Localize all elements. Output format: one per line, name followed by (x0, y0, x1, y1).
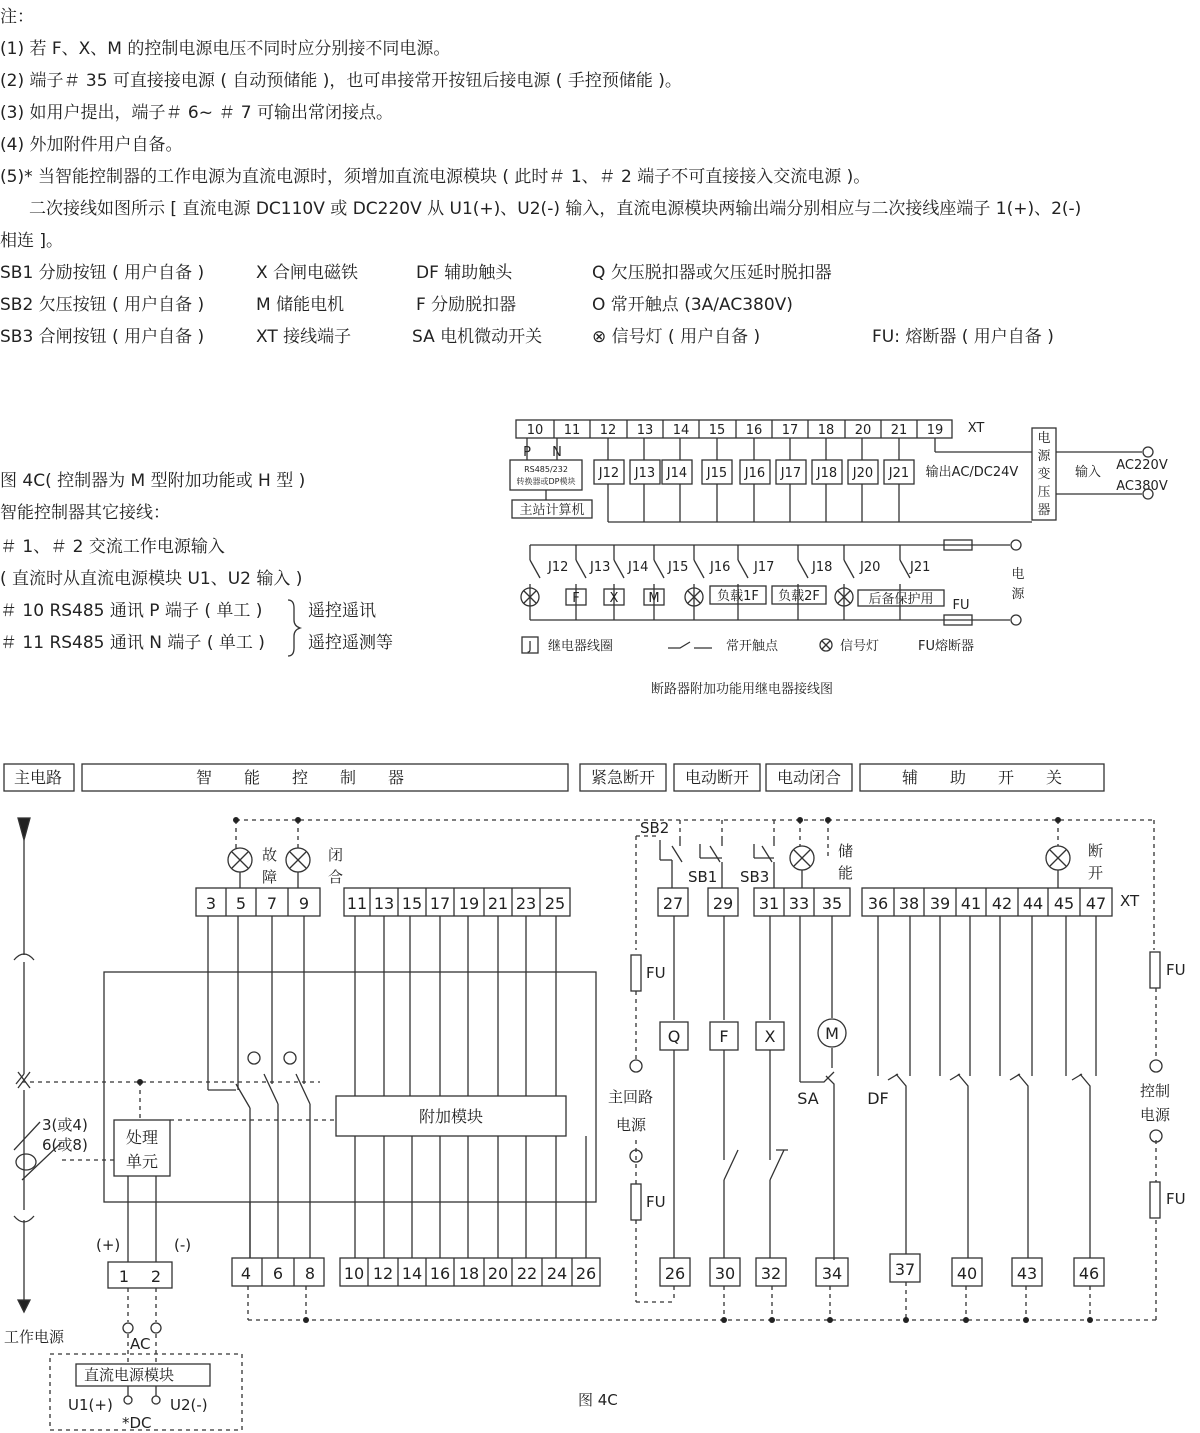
load-label: M (648, 591, 660, 606)
legend-j-symbol: J (528, 639, 532, 653)
side-line: ＃ 10 RS485 通讯 P 端子 ( 单工 ) (0, 601, 263, 621)
controller-frame (104, 972, 596, 1202)
brace-label: 遥控遥讯 (308, 601, 376, 621)
legend-item: M 储能电机 (256, 295, 345, 315)
relay-xt-label: XT (967, 421, 985, 436)
relay-terminal-label: 15 (708, 423, 726, 438)
header-aux-switch: 辅 助 开 关 (901, 768, 1063, 787)
ctrl-power-label: 控制 (1140, 1082, 1171, 1100)
main-xt-label: XT (1120, 892, 1140, 910)
terminal-label: 29 (712, 894, 734, 913)
relay-terminal-label: 10 (526, 423, 544, 438)
addon-label: 附加模块 (418, 1107, 484, 1126)
fuse-icon (631, 1184, 641, 1220)
u1-label: U1(+) (68, 1396, 113, 1414)
terminal-label: 10 (343, 1264, 365, 1283)
host-label: 主站计算机 (519, 503, 585, 518)
relay-coil-label: J12 (598, 466, 620, 481)
output-label: 输出AC/DC24V (925, 465, 1019, 480)
relay-p-label: P (523, 445, 531, 460)
transformer-label: 器 (1037, 503, 1051, 518)
relay-terminal-label: 12 (599, 423, 617, 438)
terminal-label: 38 (898, 894, 920, 913)
ct-label: 3(或4) (42, 1116, 88, 1134)
brace (288, 600, 300, 656)
contact-label: J20 (860, 560, 881, 575)
terminal-label: 2 (150, 1267, 162, 1286)
fu-label: FU (952, 598, 970, 613)
minus-label: (-) (174, 1236, 192, 1254)
dc-label: *DC (122, 1414, 152, 1432)
terminal-label: 25 (544, 894, 566, 913)
terminal-label: 3 (205, 894, 217, 913)
relay-coil-label: J16 (744, 466, 766, 481)
open-lamp-icon (1046, 846, 1070, 870)
ctrl-power-label: 电源 (1140, 1106, 1171, 1124)
lamp-label: 储 (838, 842, 854, 860)
contact-label: J17 (754, 560, 775, 575)
legend-item: SB1 分励按钮 ( 用户自备 ) (0, 263, 205, 283)
relay-coil-label: J14 (666, 466, 688, 481)
m-label: M (825, 1024, 839, 1043)
terminal-label: 1 (118, 1267, 130, 1286)
sb2-label: SB2 (640, 819, 670, 837)
terminal-label: 31 (758, 894, 780, 913)
figure-title: 图 4C( 控制器为 M 型附加功能或 H 型 ) (0, 471, 306, 491)
terminal-label: 18 (458, 1264, 480, 1283)
terminal-label: 40 (956, 1264, 978, 1283)
side-line: ( 直流时从直流电源模块 U1、U2 输入 ) (0, 569, 303, 589)
terminal-label: 26 (664, 1264, 686, 1283)
terminal-label: 12 (372, 1264, 394, 1283)
lamp-label: 断 (1088, 842, 1104, 860)
terminal-label: 43 (1016, 1264, 1038, 1283)
note-line: (2) 端子＃ 35 可直接接电源 ( 自动预储能 )，也可串接常开按钮后接电源 ( 手控预储能 )。 (0, 71, 682, 91)
legend-lamp-label: 信号灯 (840, 639, 880, 654)
terminal-label: 22 (516, 1264, 538, 1283)
terminal-label: 9 (298, 894, 310, 913)
transformer-label: 压 (1037, 485, 1051, 500)
lamp-label: 能 (838, 864, 854, 882)
lamp-label: 闭 (328, 846, 344, 864)
relay-terminal-label: 11 (563, 423, 581, 438)
lamp-label: 障 (262, 868, 278, 886)
main-power-label: 主回路 (608, 1088, 654, 1106)
terminal-label: 33 (788, 894, 810, 913)
lamp-label: 故 (262, 846, 278, 864)
sb1-label: SB1 (688, 868, 718, 886)
header-motor-open: 电动断开 (684, 768, 750, 787)
note-line: (5)* 当智能控制器的工作电源为直流电源时，须增加直流电源模块 ( 此时＃ 1、＃ 2 端子不可直接接入交流电源 )。 (0, 167, 871, 187)
figure-caption: 图 4C (578, 1391, 618, 1409)
terminal-label: 44 (1022, 894, 1044, 913)
legend-item: SB3 合闸按钮 ( 用户自备 ) (0, 327, 205, 347)
main-circuit-line (14, 818, 62, 1312)
lamp-icon (820, 639, 832, 651)
note-line: (3) 如用户提出，端子＃ 6~ ＃ 7 可输出常闭接点。 (0, 103, 393, 123)
terminal-label: 8 (304, 1264, 316, 1283)
main-diagram (4, 764, 1186, 1432)
power-label: 电 (1011, 567, 1025, 582)
brace-label: 遥控遥测等 (308, 633, 393, 653)
input-label: 输入 (1074, 465, 1102, 480)
load-label: 后备保护用 (868, 592, 934, 607)
proc-label: 处理 (125, 1128, 159, 1147)
sa-label: SA (797, 1089, 819, 1108)
terminal-strip (108, 1262, 172, 1288)
terminal-label: 37 (894, 1260, 916, 1279)
header-motor-close: 电动闭合 (776, 768, 842, 787)
note-line: 相连 ]。 (0, 231, 64, 251)
relay-coil-label: J18 (816, 466, 838, 481)
relay-terminal-label: 17 (781, 423, 799, 438)
ct-label: 6(或8) (42, 1136, 88, 1154)
relay-caption: 断路器附加功能用继电器接线图 (650, 682, 834, 697)
converter-label: RS485/232 (524, 465, 568, 474)
contact-label: J16 (710, 560, 731, 575)
fuse-icon (1150, 1182, 1160, 1218)
terminal-label: 36 (867, 894, 889, 913)
header-emergency-open: 紧急断开 (590, 768, 656, 787)
terminal-label: 27 (662, 894, 684, 913)
relay-terminal-label: 18 (817, 423, 835, 438)
notes-heading: 注： (0, 7, 34, 27)
contact-label: J15 (668, 560, 689, 575)
terminal-label: 42 (991, 894, 1013, 913)
transformer-label: 源 (1037, 449, 1051, 464)
terminal-label: 35 (821, 894, 843, 913)
terminal-label: 21 (487, 894, 509, 913)
fu-label: FU (1166, 961, 1186, 979)
lamp-label: 开 (1088, 864, 1104, 882)
terminal-label: 45 (1053, 894, 1075, 913)
legend-item: Q 欠压脱扣器或欠压延时脱扣器 (592, 263, 832, 283)
contact-label: J21 (910, 560, 931, 575)
ac-label: AC (130, 1335, 151, 1353)
legend-item: DF 辅助触头 (416, 263, 513, 283)
load-label: 负载1F (717, 589, 759, 604)
side-subtitle: 智能控制器其它接线： (0, 503, 170, 523)
work-power-label: 工作电源 (4, 1328, 65, 1346)
relay-coil-label: J13 (634, 466, 656, 481)
terminal-label: 32 (760, 1264, 782, 1283)
terminal-label: 17 (429, 894, 451, 913)
plus-label: (+) (96, 1236, 121, 1254)
relay-terminal-label: 20 (854, 423, 872, 438)
side-line: ＃ 11 RS485 通讯 N 端子 ( 单工 ) (0, 633, 265, 653)
legend-item: SB2 欠压按钮 ( 用户自备 ) (0, 295, 205, 315)
df-label: DF (867, 1089, 889, 1108)
terminal-label: 7 (266, 894, 278, 913)
contact-label: J12 (548, 560, 569, 575)
terminal-label: 47 (1085, 894, 1107, 913)
side-line: ＃ 1、＃ 2 交流工作电源输入 (0, 537, 225, 557)
relay-diagram (510, 420, 1168, 697)
fault-lamp-icon (228, 848, 252, 872)
transformer-label: 电 (1037, 431, 1051, 446)
terminal-label: 4 (240, 1264, 252, 1283)
note-line: (1) 若 F、X、M 的控制电源电压不同时应分别接不同电源。 (0, 39, 451, 59)
terminal-label: 39 (929, 894, 951, 913)
terminal-label: 30 (714, 1264, 736, 1283)
terminal-label: 15 (401, 894, 423, 913)
load-label: X (609, 591, 619, 606)
terminal-label: 13 (373, 894, 395, 913)
load-label: F (572, 591, 580, 606)
transformer-label: 变 (1037, 467, 1051, 482)
dc-module-label: 直流电源模块 (84, 1366, 175, 1384)
note-line: 二次接线如图所示 [ 直流电源 DC110V 或 DC220V 从 U1(+)、U2(-) 输入，直流电源模块两输出端分别相应与二次接线座端子 1(+)、2(-) (12, 199, 1082, 219)
legend-item: XT 接线端子 (256, 327, 352, 347)
fu-label: FU (646, 964, 666, 982)
legend-item: F 分励脱扣器 (416, 295, 517, 315)
load-label: 负载2F (778, 589, 820, 604)
header-controller: 智 能 控 制 器 (195, 768, 405, 787)
relay-terminal-strip (516, 420, 952, 438)
terminal-label: 6 (272, 1264, 284, 1283)
relay-terminal-label: 13 (636, 423, 654, 438)
f-label: F (719, 1027, 729, 1046)
lamp-label: 合 (328, 868, 344, 886)
relay-coil-label: J17 (780, 466, 802, 481)
terminal-label: 19 (458, 894, 480, 913)
terminal-label: 5 (235, 894, 247, 913)
legend-item: FU: 熔断器 ( 用户自备 ) (872, 327, 1054, 347)
legend-item: ⊗ 信号灯 ( 用户自备 ) (592, 327, 761, 347)
fuse-icon (631, 955, 641, 991)
fu-label: FU (646, 1193, 666, 1211)
u2-label: U2(-) (170, 1396, 208, 1414)
legend-fu-label: FU熔断器 (918, 639, 974, 654)
relay-terminal-label: 14 (672, 423, 690, 438)
terminal-label: 20 (487, 1264, 509, 1283)
relay-terminal-label: 21 (890, 423, 908, 438)
fuse-icon (1150, 952, 1160, 988)
terminal-label: 16 (429, 1264, 451, 1283)
relay-coil-label: J20 (852, 466, 874, 481)
ac220-label: AC220V (1116, 458, 1168, 473)
contact-label: J14 (628, 560, 649, 575)
relay-coil-label: J21 (888, 466, 910, 481)
legend-no-label: 常开触点 (726, 639, 779, 654)
legend-item: X 合闸电磁铁 (256, 263, 359, 283)
fu-label: FU (1166, 1190, 1186, 1208)
terminal-label: 24 (546, 1264, 568, 1283)
relay-terminal-label: 16 (745, 423, 763, 438)
terminal-label: 23 (515, 894, 537, 913)
ac380-label: AC380V (1116, 479, 1168, 494)
main-power-label: 电源 (616, 1116, 647, 1134)
relay-n-label: N (552, 445, 562, 460)
terminal-label: 34 (821, 1264, 843, 1283)
contact-label: J18 (812, 560, 833, 575)
proc-label: 单元 (125, 1152, 159, 1171)
q-label: Q (667, 1027, 681, 1046)
terminal-label: 41 (960, 894, 982, 913)
terminal-label: 11 (346, 894, 368, 913)
x-label: X (764, 1027, 776, 1046)
sb3-label: SB3 (740, 868, 770, 886)
terminal-label: 14 (401, 1264, 423, 1283)
legend-item: SA 电机微动开关 (412, 327, 543, 347)
contact-label: J13 (590, 560, 611, 575)
legend-coil-label: 继电器线圈 (548, 639, 614, 654)
terminal-label: 46 (1078, 1264, 1100, 1283)
header-main-circuit: 主电路 (13, 768, 63, 787)
converter-label: 转换器或DP模块 (516, 477, 576, 486)
close-lamp-icon (286, 848, 310, 872)
power-label: 源 (1011, 587, 1025, 602)
relay-coil-label: J15 (706, 466, 728, 481)
note-line: (4) 外加附件用户自备。 (0, 135, 183, 155)
terminal-label: 26 (575, 1264, 597, 1283)
relay-terminal-label: 19 (926, 423, 944, 438)
legend-item: O 常开触点 (3A/AC380V) (592, 295, 793, 315)
store-lamp-icon (790, 846, 814, 870)
